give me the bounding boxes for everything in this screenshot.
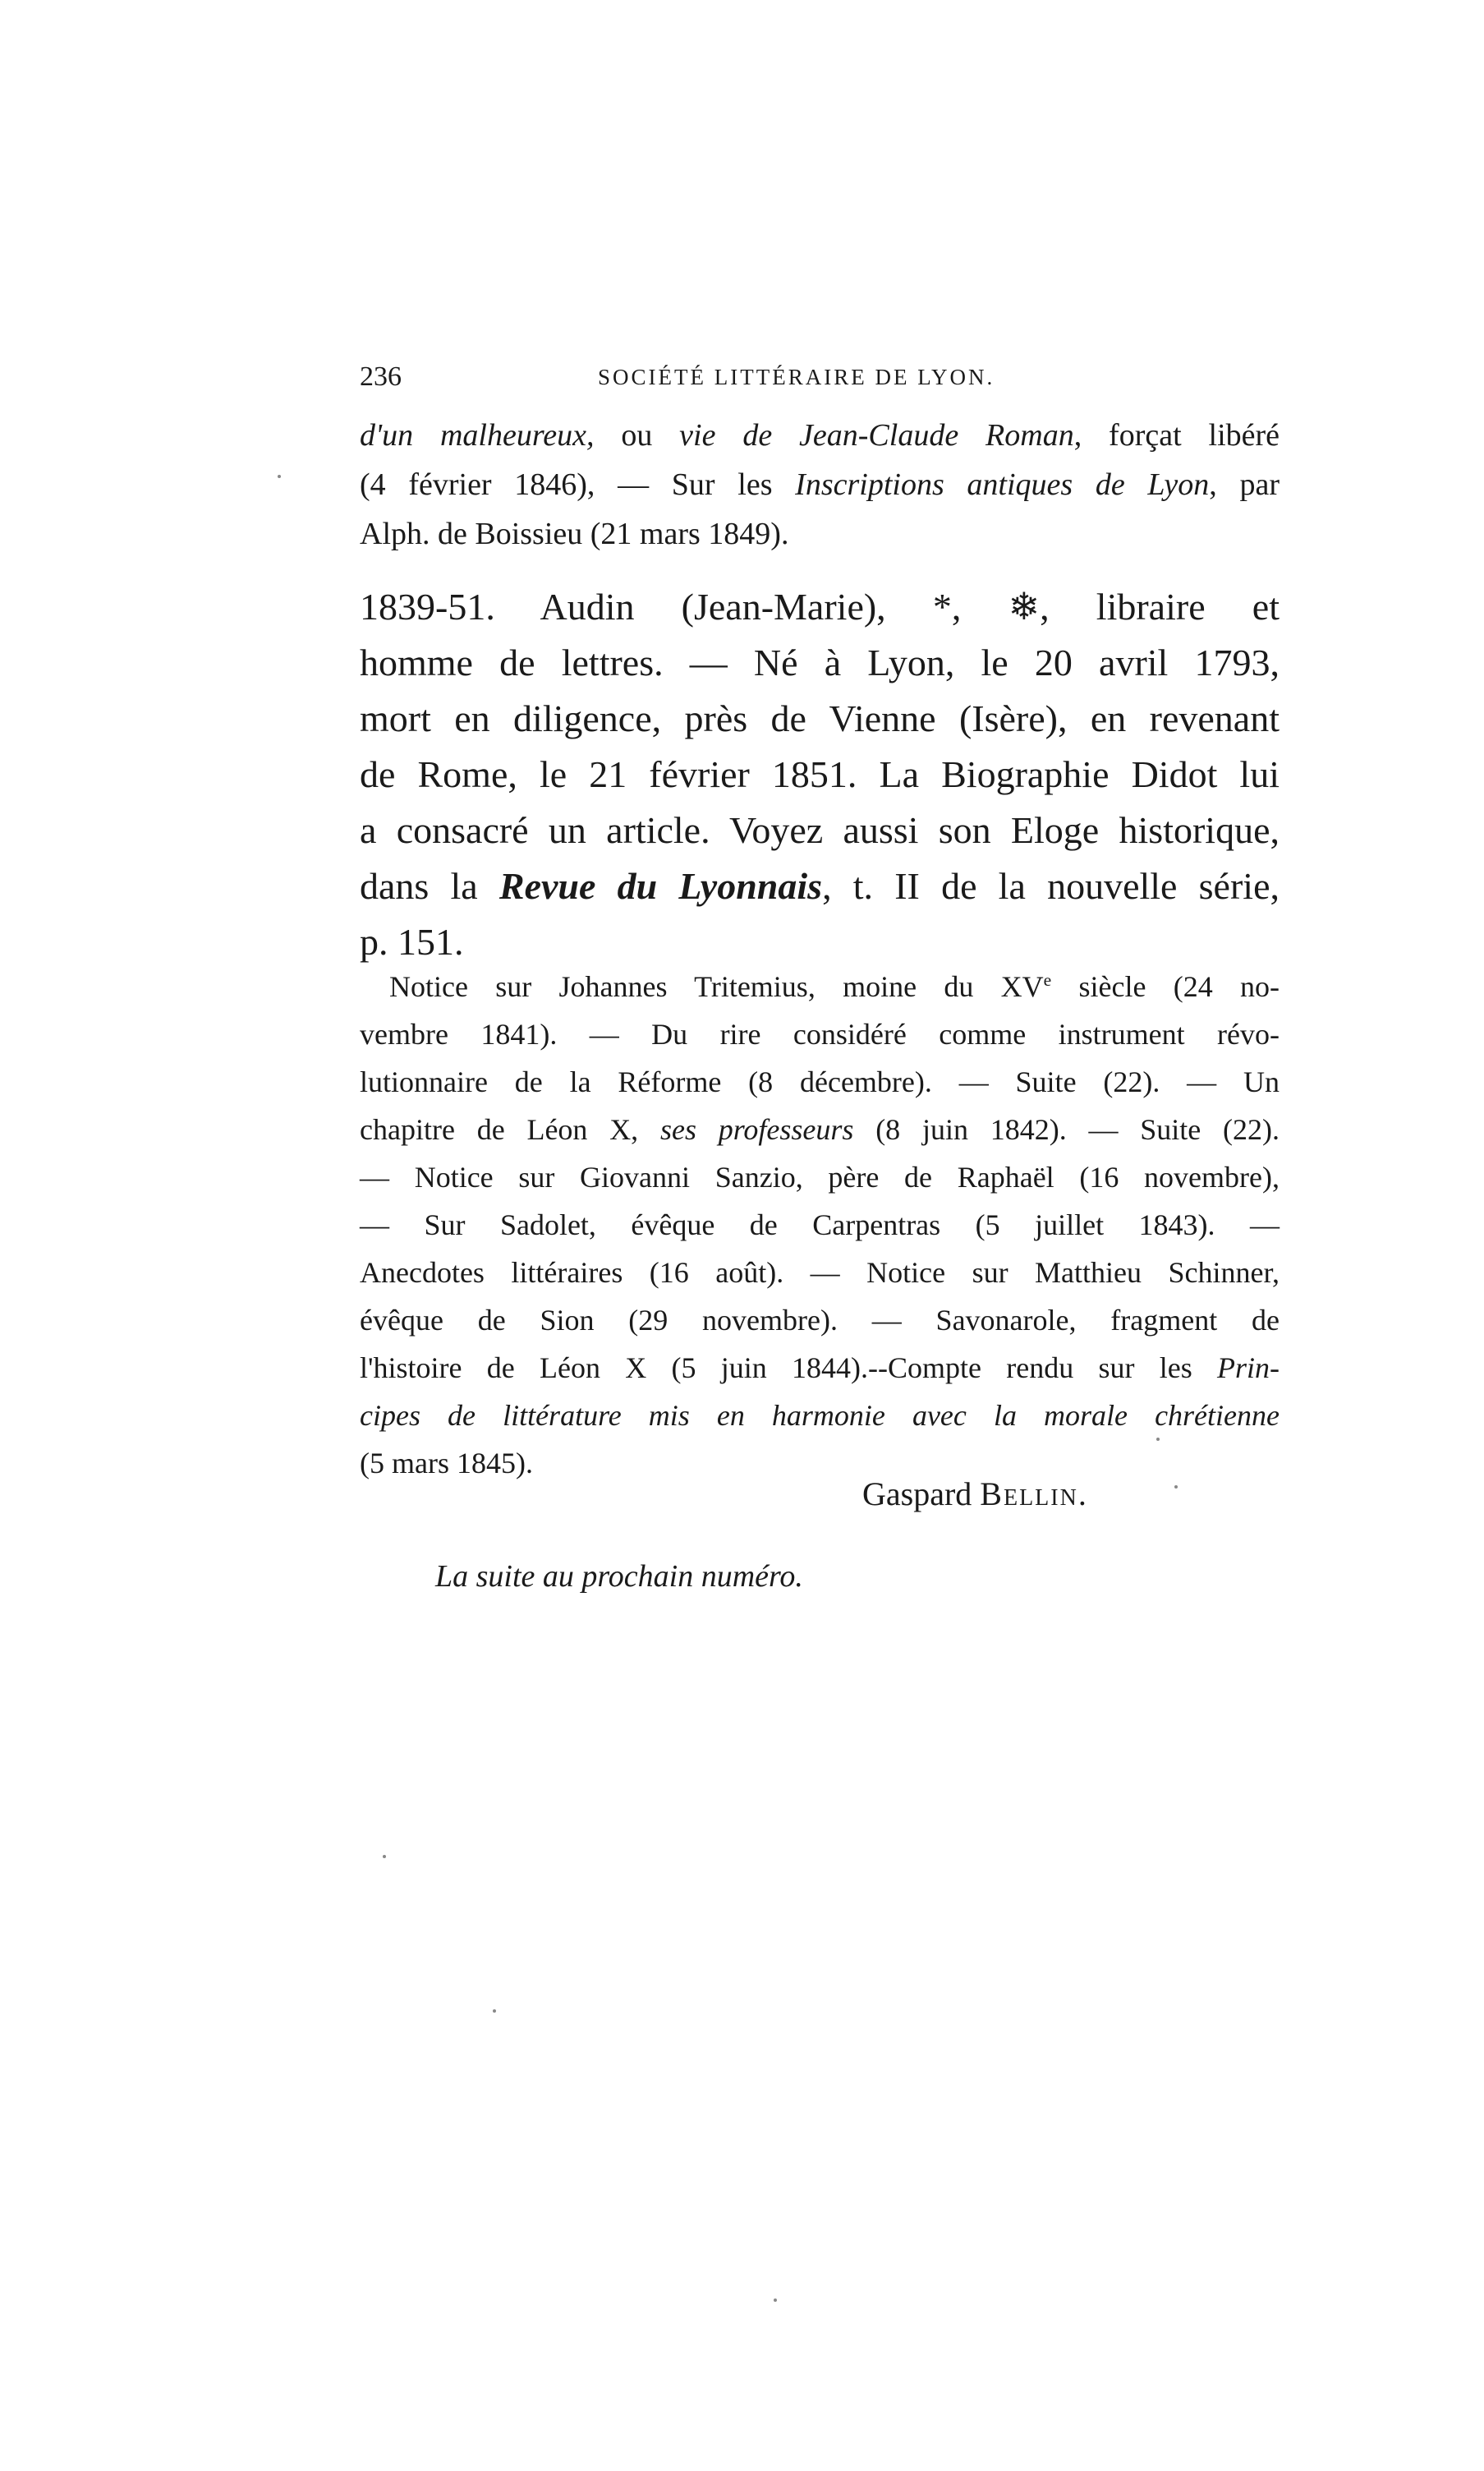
works-text: chapitre de Léon X, (360, 1113, 660, 1146)
works-line: évêque de Sion (29 novembre). — Savonarole, fragment de (360, 1304, 1280, 1337)
scan-speck (493, 2009, 496, 2013)
scan-speck (1174, 1485, 1178, 1489)
intro-text: , par (1209, 467, 1280, 502)
intro-line: Alph. de Boissieu (21 mars 1849). (360, 517, 789, 551)
works-line (360, 1392, 1280, 1439)
signature-last-name: Bellin. (980, 1475, 1088, 1512)
works-text: l'histoire de Léon X (5 juin 1844).--Compte rendu sur les (360, 1351, 1217, 1384)
running-head (360, 361, 1280, 403)
intro-paragraph (360, 411, 1280, 559)
intro-line (360, 460, 1280, 509)
header-title: SOCIÉTÉ LITTÉRAIRE DE LYON. (598, 365, 995, 389)
works-line: lutionnaire de la Réforme (8 décembre). — Suite (22). — Un (360, 1065, 1280, 1098)
signature-first-name: Gaspard (862, 1475, 981, 1512)
journal-title: Revue du Lyonnais (498, 865, 823, 907)
page-number: 236 (360, 361, 402, 392)
works-line: vembre 1841). — Du rire considéré comme instrument révo- (360, 1018, 1280, 1051)
entry-text: dans la (360, 865, 499, 907)
entry-line (360, 858, 1280, 914)
works-italic: cipes de littérature mis en harmonie avec la morale chrétienne (360, 1399, 1280, 1432)
entry-line: mort en diligence, près de Vienne (Isère), en revenant (360, 697, 1280, 739)
entry-line: de Rome, le 21 février 1851. La Biographie Didot lui (360, 753, 1280, 795)
works-line (360, 1344, 1280, 1392)
works-line: — Notice sur Giovanni Sanzio, père de Raphaël (16 novembre), (360, 1161, 1280, 1194)
entry-line: a consacré un article. Voyez aussi son Eloge historique, (360, 809, 1280, 851)
works-text: Notice sur Johannes Tritemius, moine du XV (389, 970, 1044, 1003)
intro-text: ou (594, 418, 680, 453)
scan-speck (1156, 1438, 1160, 1441)
intro-title-fragment: d'un malheureux, (360, 418, 595, 453)
entry-line: p. 151. (360, 921, 464, 963)
works-line: (5 mars 1845). (360, 1447, 533, 1479)
works-text: siècle (24 no- (1051, 970, 1280, 1003)
entry-text: , t. II de la nouvelle série, (822, 865, 1280, 907)
works-line (360, 963, 1280, 1010)
works-line: Anecdotes littéraires (16 août). — Notice sur Matthieu Schinner, (360, 1256, 1280, 1289)
works-text: (8 juin 1842). — Suite (22). (853, 1113, 1280, 1146)
author-signature (862, 1475, 1088, 1513)
works-line (360, 1106, 1280, 1153)
continuation-note: La suite au prochain numéro. (435, 1559, 803, 1594)
superscript: e (1043, 970, 1052, 990)
entry-line: 1839-51. Audin (Jean-Marie), *, ❄, libraire et (360, 586, 1280, 628)
works-list-paragraph (360, 963, 1280, 1487)
works-italic: ses professeurs (659, 1113, 854, 1146)
scan-speck (278, 475, 281, 478)
entry-paragraph (360, 579, 1280, 970)
intro-title-italic: Inscriptions antiques de Lyon (795, 467, 1210, 502)
intro-title-italic: vie de Jean-Claude Roman (679, 418, 1074, 453)
intro-text: (4 février 1846), — Sur les (360, 467, 796, 502)
scan-speck (774, 2298, 777, 2302)
scan-speck (383, 1855, 386, 1858)
intro-line (360, 411, 1280, 460)
intro-text: , forçat libéré (1073, 418, 1280, 453)
works-line: — Sur Sadolet, évêque de Carpentras (5 juillet 1843). — (360, 1208, 1280, 1241)
works-italic: Prin- (1217, 1351, 1280, 1384)
entry-line: homme de lettres. — Né à Lyon, le 20 avril 1793, (360, 642, 1280, 683)
